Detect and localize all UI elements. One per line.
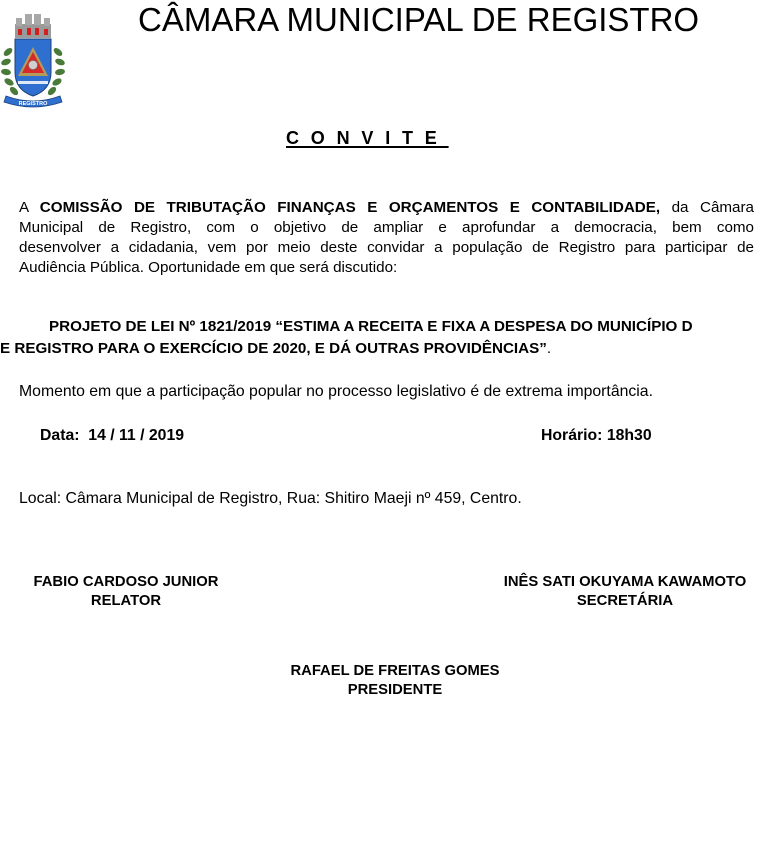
signature-name: FABIO CARDOSO JUNIOR: [33, 574, 219, 590]
signature-relator: [19, 573, 233, 611]
page-title: CÂMARA MUNICIPAL DE REGISTRO: [138, 1, 700, 38]
event-time: [541, 426, 652, 446]
time-value: 18h30: [606, 427, 652, 444]
commission-name: COMISSÃO DE TRIBUTAÇÃO FINANÇAS E ORÇAMENTOS E CONTABILIDADE,: [39, 199, 661, 216]
intro-line-1: [19, 198, 754, 218]
document-heading: CONVITE: [286, 128, 449, 148]
municipal-coat-of-arms-icon: [0, 2, 66, 112]
intro-paragraph: [19, 198, 754, 278]
bill-title-line-2-text: E REGISTRO PARA O EXERCÍCIO DE 2020, E DÁ OUTRAS PROVIDÊNCIAS”: [0, 340, 547, 357]
intro-line-2: Municipal de Registro, com o objetivo de ampliar e aprofundar a democracia, bem como: [19, 219, 754, 236]
event-date: [40, 426, 184, 446]
signature-name: INÊS SATI OKUYAMA KAWAMOTO: [503, 574, 747, 590]
date-value: 14 / 11 / 2019: [88, 427, 185, 444]
signature-role: PRESIDENTE: [347, 682, 443, 698]
intro-line-4: Audiência Pública. Oportunidade em que será discutido:: [19, 259, 398, 276]
date-label: Data:: [40, 427, 80, 444]
intro-prefix: A: [19, 199, 40, 216]
signature-role: RELATOR: [90, 593, 162, 609]
event-location: Local: Câmara Municipal de Registro, Rua: Shitiro Maeji nº 459, Centro.: [19, 490, 522, 507]
participation-note: Momento em que a participação popular no processo legislativo é de extrema importância.: [19, 383, 653, 400]
signature-secretaria: [483, 573, 767, 611]
banner-text: REGISTRO: [18, 101, 48, 107]
bill-title-line-1: PROJETO DE LEI Nº 1821/2019 “ESTIMA A RECEITA E FIXA A DESPESA DO MUNICÍPIO D: [49, 318, 693, 335]
bill-title: [0, 316, 767, 360]
signature-name: RAFAEL DE FREITAS GOMES: [290, 663, 500, 679]
bill-title-line-2: [0, 338, 767, 360]
signature-presidente: [270, 662, 520, 700]
mural-crown: [15, 14, 51, 38]
time-label: Horário:: [541, 427, 603, 444]
bill-title-period: .: [546, 340, 552, 357]
intro-line-1-rest: da Câmara: [660, 199, 754, 216]
signature-role: SECRETÁRIA: [576, 593, 674, 609]
intro-line-3: desenvolver a cidadania, vem por meio deste convidar a população de Registro para participar de: [19, 239, 754, 256]
